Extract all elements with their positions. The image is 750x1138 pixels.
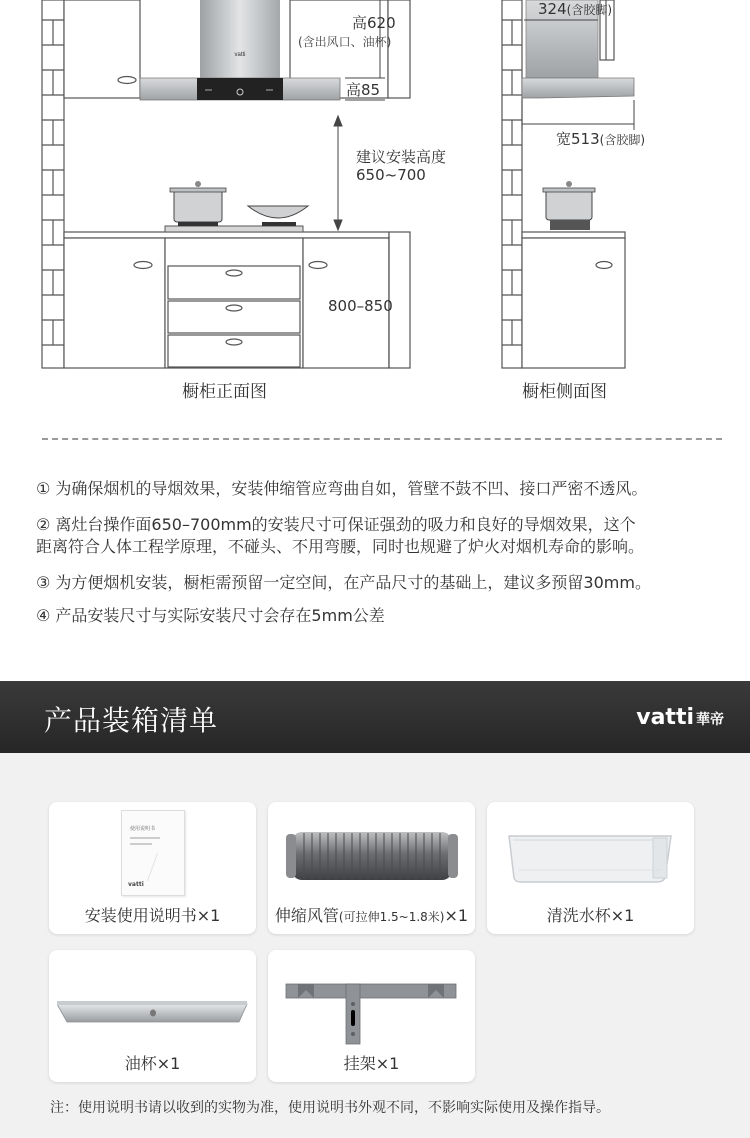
manual-line — [130, 843, 152, 845]
brand-latin: vatti — [636, 705, 694, 730]
manual-line — [130, 837, 160, 839]
manual-image — [121, 810, 185, 896]
item-label-bracket: 挂架×1 — [343, 1054, 400, 1073]
install-height-label: 建议安装高度 — [356, 148, 447, 166]
item-label-duct — [268, 903, 475, 926]
width-note: (含胶脚) — [599, 133, 646, 147]
oil-cup-image — [57, 998, 249, 1030]
height-label: 高620 — [352, 14, 396, 32]
cabinet-height-label: 800–850 — [328, 297, 393, 315]
depth-value: 324 — [538, 0, 567, 18]
side-view-caption: 橱柜侧面图 — [522, 382, 607, 402]
side-depth-label — [538, 0, 612, 18]
left-brick-wall — [42, 0, 64, 368]
height-note: (含出风口、油杯) — [298, 35, 392, 49]
manual-cover-brand: vatti — [128, 881, 144, 888]
side-width-label — [556, 128, 645, 149]
duct-label-qty: ×1 — [444, 906, 469, 925]
duct-label-main: 伸缩风管 — [274, 906, 339, 925]
installation-diagram — [0, 0, 750, 420]
packing-list-area — [0, 753, 750, 1138]
note-2-continued: 距离符合人体工程学原理，不碰头、不用弯腰，同时也规避了炉火对烟机寿命的影响。 — [36, 537, 645, 556]
item-card-duct — [268, 802, 475, 934]
packing-list-banner — [0, 681, 750, 753]
banner-title: 产品装箱清单 — [44, 704, 219, 737]
item-card-bracket — [268, 950, 475, 1082]
note-4: ④ 产品安装尺寸与实际安装尺寸会存在5mm公差 — [36, 606, 385, 625]
item-label-manual: 安装使用说明书×1 — [84, 906, 221, 925]
depth-note: (含胶脚) — [566, 3, 613, 17]
item-label-water-cup: 清洗水杯×1 — [546, 906, 635, 925]
item-label-oil-cup: 油杯×1 — [124, 1054, 181, 1073]
item-card-water-cup — [487, 802, 694, 934]
front-view-caption: 橱柜正面图 — [182, 382, 267, 402]
width-value: 宽513 — [556, 130, 600, 148]
brand-logo — [636, 705, 724, 730]
side-pot — [543, 181, 595, 230]
brand-chinese: 華帝 — [696, 712, 724, 728]
manual-graphic — [147, 853, 186, 881]
water-cup-image — [505, 830, 675, 886]
cabinet-drawing — [0, 0, 750, 420]
install-height-value: 650~700 — [356, 166, 426, 184]
duct-label-note: (可拉伸1.5~1.8米) — [338, 910, 445, 924]
svg-text:vatti: vatti — [234, 52, 246, 58]
panel-height-label: 高85 — [346, 81, 381, 99]
note-3: ③ 为方便烟机安装，橱柜需预留一定空间，在产品尺寸的基础上，建议多预留30mm。 — [36, 573, 651, 592]
gas-stove — [165, 181, 308, 232]
dashed-divider — [42, 438, 722, 440]
note-1: ① 为确保烟机的导烟效果，安装伸缩管应弯曲自如，管壁不鼓不凹、接口严密不透风。 — [36, 479, 648, 498]
bracket-image — [284, 980, 460, 1046]
duct-image — [286, 828, 458, 884]
item-card-oil-cup — [49, 950, 256, 1082]
item-card-manual — [49, 802, 256, 934]
packing-footnote: 注：使用说明书请以收到的实物为准，使用说明书外观不同，不影响实际使用及操作指导。 — [50, 1100, 610, 1116]
note-2: ② 离灶台操作面650–700mm的安装尺寸可保证强劲的吸力和良好的导烟效果，这个 — [36, 515, 636, 534]
manual-cover-title: 使用说明书 — [130, 826, 156, 832]
